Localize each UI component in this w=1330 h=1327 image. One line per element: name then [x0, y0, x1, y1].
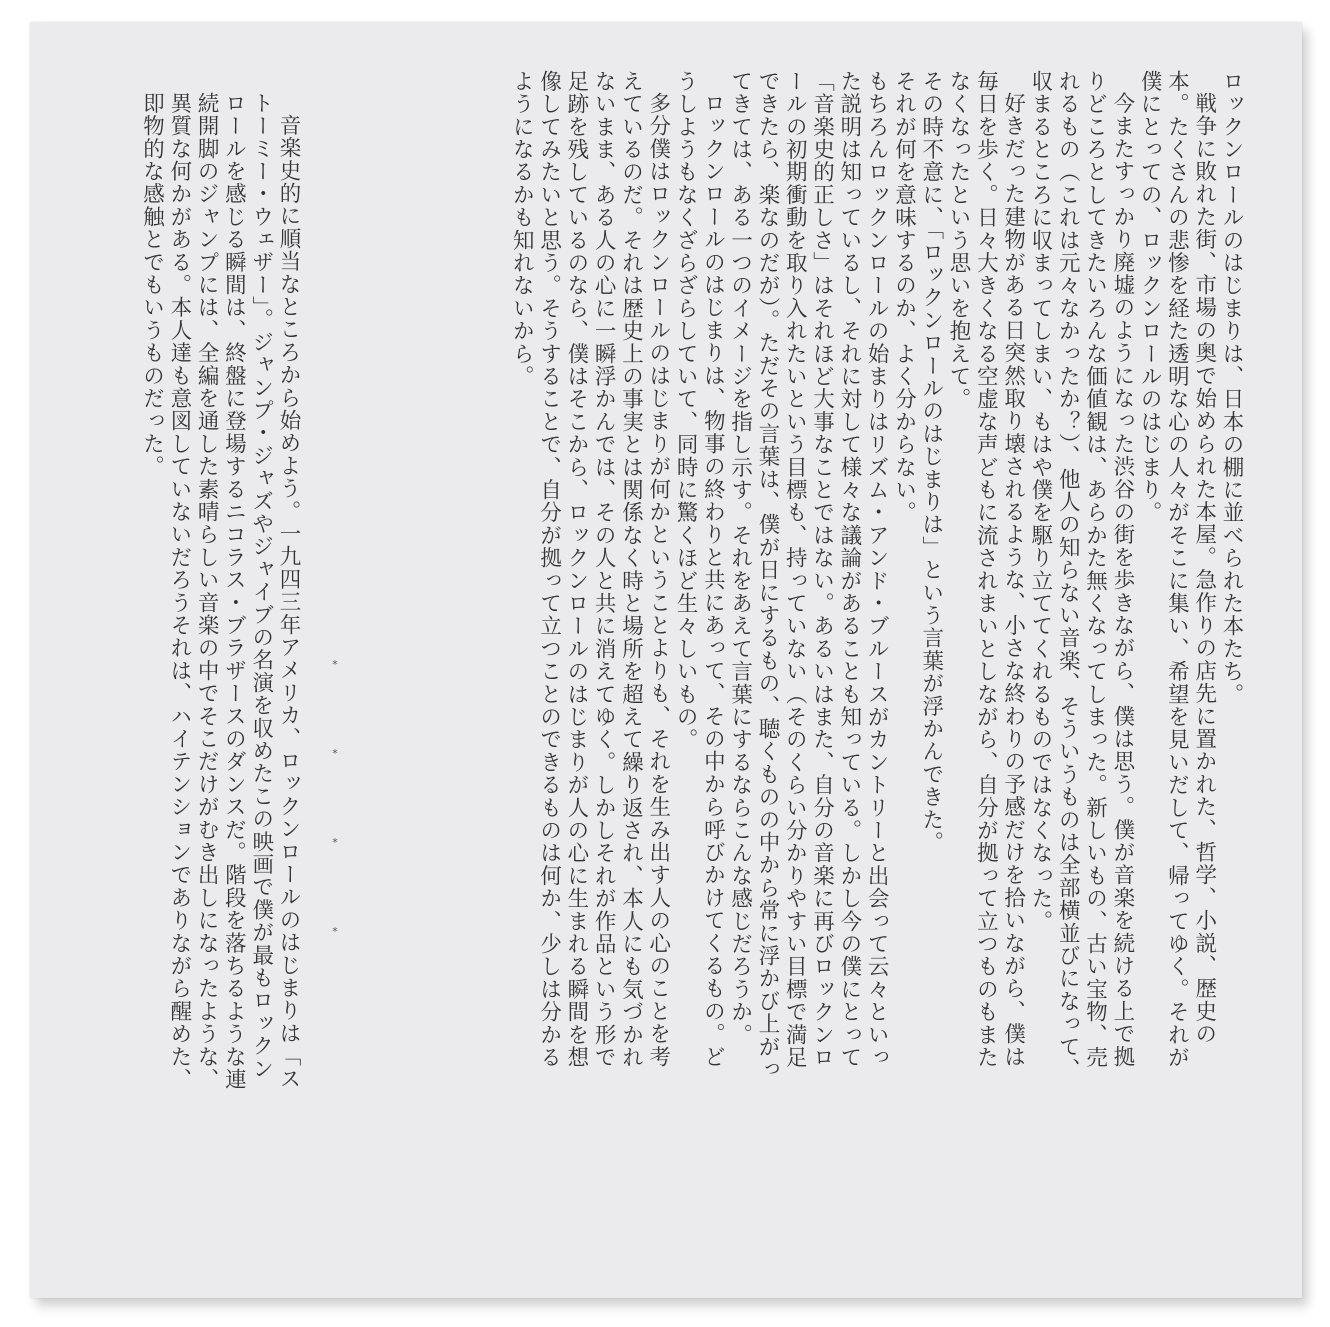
paragraph-5: その時不意に、「ロックンロールのはじまりは」という言葉が浮かんできた。	[918, 70, 944, 854]
paragraph-4: 好きだった建物がある日突然取り壊されるような、小さな終わりの予感だけを拾いながら、僕は毎日を歩く。日々大きくなる空虚な声どもに流されまいとしながら、自分が拠って立つものもまたなくなったという思いを抱えて。	[946, 70, 1026, 1069]
paragraph-3: 今またすっかり廃墟のようになった渋谷の街を歩きながら、僕は思う。僕が音楽を続ける上で拠りどころとしてきたいろんな価値観は、あらかた無くなってしまった。新しいもの、古い宝物、売れるもの（これは元々なかったか？）、他人の知らない音楽、そういうものは全部横並びになって、収まるところに収まってしまい、もはや僕を駆り立ててくれるものではなくなった。	[1027, 70, 1135, 1081]
star-mark: *	[332, 925, 338, 938]
paper-sheet	[30, 22, 1302, 1298]
upper-text-block	[350, 70, 1245, 1090]
section-divider-stars	[300, 658, 370, 938]
paragraph-1: ロックンロールのはじまりは、日本の棚に並べられた本たち。	[1219, 70, 1244, 706]
star-mark: *	[332, 836, 338, 849]
star-mark: *	[332, 747, 338, 760]
paragraph-9: 多分僕はロックンロールのはじまりが何かということよりも、それを生み出す人の心のことを考えているのだ。それは歴史上の事実とは関係なく時と場所を超えて繰り返され、本人にも気づかれないまま、ある人の心に一瞬浮かんでは、その人と共に消えてゆく。しかしそれが作品という形で足跡を残しているのなら、僕はそこから、ロックンロールのはじまりが人の心に生まれる瞬間を想像してみたいと思う。そうすることで、自分が拠って立つことのできるものは何か、少しは分かるようになるかも知れないから。	[509, 70, 671, 1069]
paragraph-8: ロックンロールのはじまりは、物事の終わりと共にあって、その中から呼びかけてくるもの。どうしようもなくざらざらしていて、同時に驚くほど生々しいもの。	[673, 70, 726, 1068]
paragraph-7: もちろんロックンロールの始まりはリズム・アンド・ブルースがカントリーと出会って云々といった説明は知っているし、それに対して様々な議論があることも知っている。しかし今の僕にとって「音楽史的正しさ」はそれほど大事なことではない。あるいはまた、自分の音楽に再びロックンロールの初期衝動を取り入れたいという目標も、持っていない（そのくらい分かりやすい目標で満足できたら、楽なのだが）。ただその言葉は、僕が日にするもの、聴くものの中から常に浮かび上がってきては、ある一つのイメージを指し示す。それをあえて言葉にするならこんな感じだろうか。	[727, 70, 890, 1081]
paragraph-6: それが何を意味するのか、よく分からない。	[891, 70, 917, 524]
paragraph-2: 戦争に敗れた街、市場の奥で始められた本屋。急作りの店先に置かれた、哲学、小説、歴史の本。たくさんの悲惨を経た透明な心の人々がそこに集い、希望を見いだして、帰ってゆく。それが僕にとっての、ロックンロールのはじまり。	[1137, 70, 1217, 1069]
lower-text-block	[102, 92, 302, 1092]
paragraph-10: 音楽史的に順当なところから始めよう。一九四三年アメリカ、ロックンロールのはじまりは「ストーミー・ウェザー」。ジャンプ・ジャズやジャイブの名演を収めたこの映画で僕が最もロックンロールを感じる瞬間は、終盤に登場するニコラス・ブラザースのダンスだ。階段を落ちるような連続開脚のジャンプには、全編を通した素晴らしい音楽の中でそこだけがむき出しになったような、異質な何かがある。本人達も意図していないだろうそれは、ハイテンションでありながら醒めた、即物的な感触とでもいうものだった。	[139, 92, 301, 1091]
star-mark: *	[332, 658, 338, 671]
